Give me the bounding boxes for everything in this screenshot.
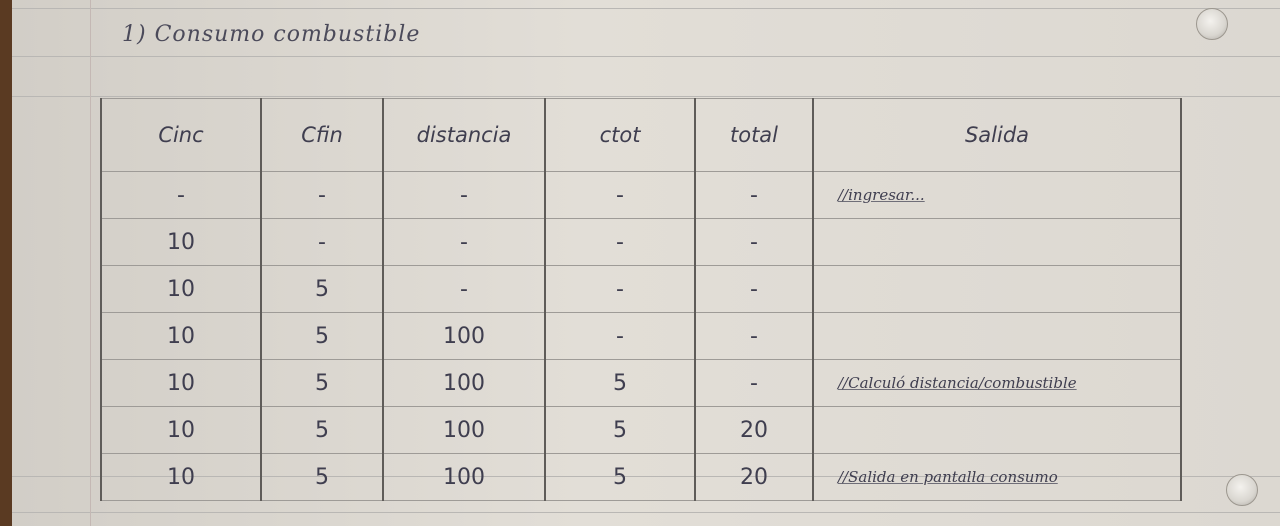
table-row — [101, 172, 1181, 219]
punch-hole-top — [1196, 8, 1228, 40]
table-cell: - — [695, 219, 813, 266]
table-cell: 5 — [545, 360, 695, 407]
table-cell: 10 — [101, 454, 261, 501]
column-header-salida: Salida — [813, 99, 1181, 172]
table-row — [101, 266, 1181, 313]
table-cell: 5 — [545, 454, 695, 501]
table-cell: - — [695, 266, 813, 313]
table-cell: 100 — [383, 313, 545, 360]
salida-note: //Salida en pantalla consumo — [813, 454, 1181, 501]
table-cell: - — [383, 172, 545, 219]
table-cell: - — [101, 172, 261, 219]
table-cell: 20 — [695, 454, 813, 501]
trace-table — [100, 98, 1182, 501]
table-cell: 5 — [261, 313, 383, 360]
table-cell: - — [695, 172, 813, 219]
column-header-cinc: Cinc — [101, 99, 261, 172]
table-cell: 5 — [261, 407, 383, 454]
ruled-line — [12, 56, 1280, 57]
notebook-page — [12, 0, 1280, 526]
salida-note: //Calculó distancia/combustible — [813, 360, 1181, 407]
table-row — [101, 407, 1181, 454]
margin-line — [90, 0, 91, 526]
table-cell: - — [545, 172, 695, 219]
salida-note — [813, 407, 1181, 454]
table-row — [101, 360, 1181, 407]
punch-hole-bottom — [1226, 474, 1258, 506]
table-cell: 100 — [383, 360, 545, 407]
table-cell: 10 — [101, 360, 261, 407]
table-cell: 5 — [261, 360, 383, 407]
table-cell: 10 — [101, 313, 261, 360]
page-title: 1) Consumo combustible — [122, 22, 421, 47]
table-cell: 100 — [383, 407, 545, 454]
salida-note: //ingresar... — [813, 172, 1181, 219]
table-cell: - — [545, 266, 695, 313]
table-cell: - — [545, 219, 695, 266]
table-cell: 10 — [101, 407, 261, 454]
ruled-line — [12, 96, 1280, 97]
table-header-row — [101, 99, 1181, 172]
table-cell: - — [261, 172, 383, 219]
salida-note — [813, 266, 1181, 313]
table-cell: - — [545, 313, 695, 360]
column-header-cfin: Cfin — [261, 99, 383, 172]
table-row — [101, 454, 1181, 501]
ruled-line — [12, 8, 1280, 9]
table-cell: - — [383, 219, 545, 266]
table-row — [101, 313, 1181, 360]
table-cell: 5 — [261, 266, 383, 313]
column-header-ctot: ctot — [545, 99, 695, 172]
table-cell: 100 — [383, 454, 545, 501]
table-cell: 5 — [545, 407, 695, 454]
table-cell: 5 — [261, 454, 383, 501]
table-cell: - — [695, 360, 813, 407]
salida-note — [813, 313, 1181, 360]
table-cell: - — [383, 266, 545, 313]
table-row — [101, 219, 1181, 266]
table-cell: 10 — [101, 266, 261, 313]
table-cell: 10 — [101, 219, 261, 266]
ruled-line — [12, 512, 1280, 513]
column-header-distancia: distancia — [383, 99, 545, 172]
table-cell: 20 — [695, 407, 813, 454]
table-cell: - — [695, 313, 813, 360]
table-cell: - — [261, 219, 383, 266]
salida-note — [813, 219, 1181, 266]
column-header-total: total — [695, 99, 813, 172]
